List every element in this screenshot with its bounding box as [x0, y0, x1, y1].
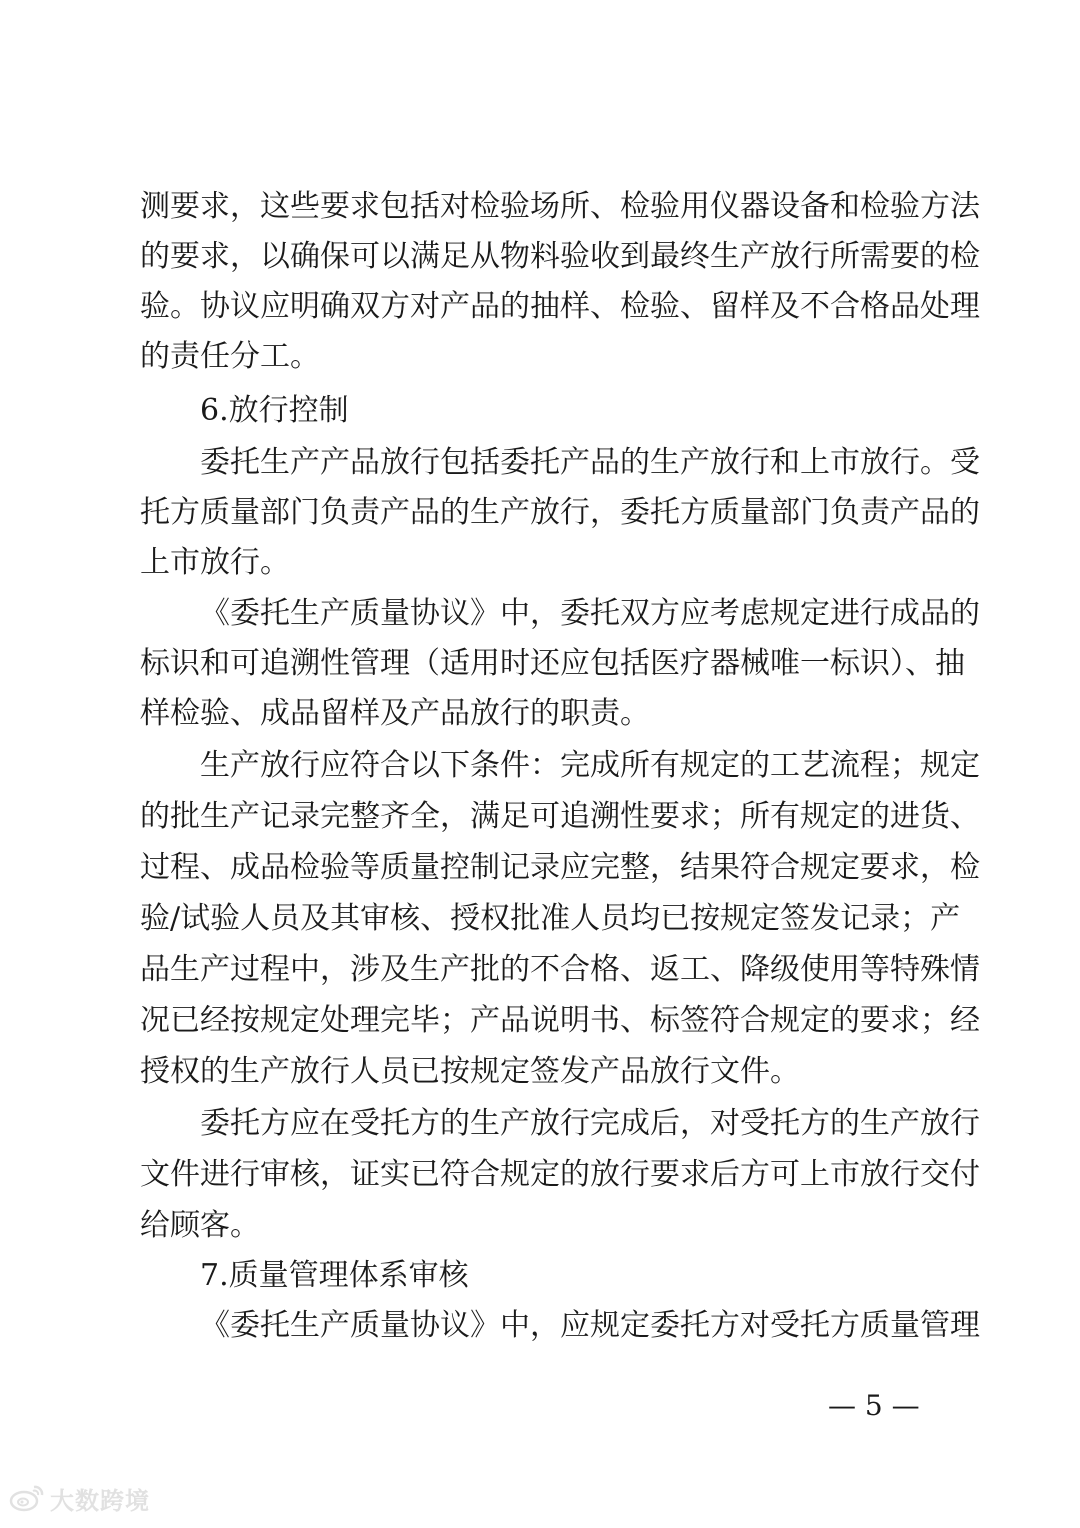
paragraph-line: 《委托生产质量协议》中，委托双方应考虑规定进行成品的	[200, 596, 980, 631]
paragraph-line: 的批生产记录完整齐全，满足可追溯性要求；所有规定的进货、	[140, 799, 980, 834]
paragraph-line: 生产放行应符合以下条件：完成所有规定的工艺流程；规定	[200, 748, 980, 783]
paragraph-line: 过程、成品检验等质量控制记录应完整，结果符合规定要求，检	[140, 850, 980, 885]
paragraph-line: 《委托生产质量协议》中，应规定委托方对受托方质量管理	[200, 1308, 980, 1343]
paragraph-line: 委托生产产品放行包括委托产品的生产放行和上市放行。受	[200, 445, 980, 480]
watermark-text: 大数跨境	[50, 1486, 150, 1515]
paragraph-line: 委托方应在受托方的生产放行完成后，对受托方的生产放行	[200, 1106, 980, 1141]
paragraph-line: 的责任分工。	[140, 339, 320, 374]
paragraph-line: 的要求，以确保可以满足从物料验收到最终生产放行所需要的检	[140, 239, 980, 274]
paragraph-line: 授权的生产放行人员已按规定签发产品放行文件。	[140, 1054, 800, 1089]
paragraph-line: 托方质量部门负责产品的生产放行，委托方质量部门负责产品的	[140, 495, 980, 530]
paragraph-line: 验/试验人员及其审核、授权批准人员均已按规定签发记录；产	[140, 901, 961, 936]
watermark	[8, 1478, 150, 1518]
paragraph-line: 文件进行审核，证实已符合规定的放行要求后方可上市放行交付	[140, 1157, 980, 1192]
paragraph-line: 况已经按规定处理完毕；产品说明书、标签符合规定的要求；经	[140, 1003, 980, 1038]
section-heading: 7.质量管理体系审核	[200, 1258, 469, 1293]
paragraph-line: 测要求，这些要求包括对检验场所、检验用仪器设备和检验方法	[140, 189, 980, 224]
paragraph-line: 验。协议应明确双方对产品的抽样、检验、留样及不合格品处理	[140, 289, 980, 324]
paragraph-line: 标识和可追溯性管理（适用时还应包括医疗器械唯一标识）、抽	[140, 646, 965, 681]
section-heading: 6.放行控制	[200, 393, 349, 428]
paragraph-line: 上市放行。	[140, 545, 290, 580]
page-number: — 5 —	[828, 1389, 920, 1422]
paragraph-line: 样检验、成品留样及产品放行的职责。	[140, 696, 650, 731]
paragraph-line: 给顾客。	[140, 1208, 260, 1243]
weibo-logo-icon	[8, 1483, 46, 1513]
paragraph-line: 品生产过程中，涉及生产批的不合格、返工、降级使用等特殊情	[140, 952, 980, 987]
